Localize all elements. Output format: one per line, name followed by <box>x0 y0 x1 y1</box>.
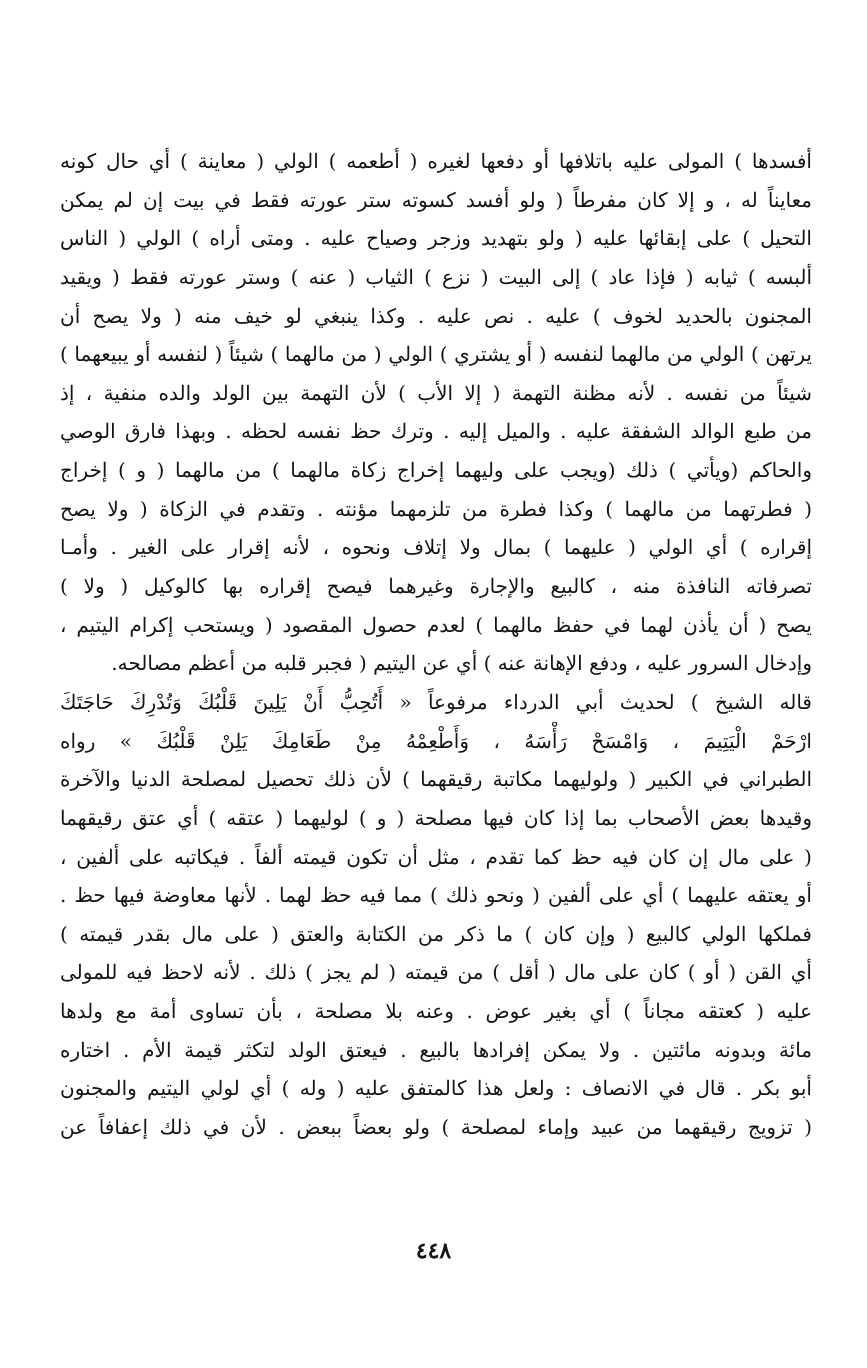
text-line: فملكها الولي كالبيع ( وإن كان ) ما ذكر من الكتابة والعتق ( على مال بقدر قيمته ) <box>60 921 812 946</box>
text-line: التحيل ) على إبقائها عليه ( ولو بتهديد وزجر وصياح عليه . ومتى أراه ) الولي ( الناس <box>60 226 812 251</box>
text-line: أبو بكر . قال في الانصاف : ولعل هذا كالمتفق عليه ( وله ) أي لولي اليتيم والمجنون <box>60 1076 812 1101</box>
text-line: إقراره ) أي الولي ( عليهما ) بمال ولا إتلاف ونحوه ، لأنه إقرار على الغير . وأمـا <box>60 535 812 560</box>
text-line: يصح ( أن يأذن لهما في حفظ مالهما ) لعدم حصول المقصود ( ويستحب إكرام اليتيم ، <box>60 612 812 637</box>
text-line: أو يعتقه عليهما ) أي على ألفين ( ونحو ذلك ) مما فيه حظ لهما . لأنها معاوضة فيها حظ . <box>60 883 812 908</box>
text-line: ( على مال إن كان فيه حظ كما تقدم ، مثل أن تكون قيمته ألفاً . فيكاتبه على ألفين ، <box>60 844 812 869</box>
text-line: وقيدها بعض الأصحاب بما إذا كان فيها مصلحة ( و ) لوليهما ( عتقه ) أي عتق رقيقهما <box>60 805 812 830</box>
text-line: أي القن ( أو ) كان على مال ( أقل ) من قيمته ( لم يجز ) ذلك . لأنه لاحظ فيه للمولى <box>60 960 812 985</box>
text-line: الطبراني في الكبير ( ولوليهما مكاتبة رقيقهما ) لأن ذلك تحصيل لمصلحة الدنيا والآخرة <box>60 767 812 792</box>
page-number: ٤٤٨ <box>415 1238 452 1264</box>
text-line: عليه ( كعتقه مجاناً ) أي بغير عوض . وعنه بلا مصلحة ، بأن تساوى أمة مع ولدها <box>60 999 812 1024</box>
body-text <box>60 142 812 1147</box>
text-line: شيئاً من نفسه . لأنه مظنة التهمة ( إلا الأب ) لأن التهمة بين الولد والده منفية ، إذ <box>60 380 812 405</box>
text-line: قاله الشيخ ) لحديث أبي الدرداء مرفوعاً « أَتُحِبُّ أَنْ يَلِينَ قَلْبُكَ وَتُدْرِكَ حَاجَتَكَ <box>60 689 812 714</box>
text-line: ( تزويج رقيقهما من عبيد وإماء لمصلحة ) ولو بعضاً ببعض . لأن في ذلك إعفافاً عن <box>60 1115 812 1140</box>
text-line: ارْحَمْ الْيَتِيمَ ، وَامْسَحْ رَأْسَهُ ، وَأَطْعِمْهُ مِنْ طَعَامِكَ يَلِنْ قَلْبُكَ » رواه <box>60 728 812 753</box>
text-line: ألبسه ) ثيابه ( فإذا عاد ) إلى البيت ( نزع ) الثياب ( عنه ) وستر عورته فقط ( ويقيد <box>60 264 812 289</box>
text-line: وإدخال السرور عليه ، ودفع الإهانة عنه ) أي عن اليتيم ( فجبر قلبه من أعظم مصالحه. <box>111 651 812 676</box>
text-line: معايناً له ، و إلا كان مفرطاً ( ولو أفسد كسوته ستر عورته فقط في بيت إن لم يمكن <box>60 187 812 212</box>
text-line: من طبع الوالد الشفقة عليه . والميل إليه . وترك حظ نفسه لحظه . وبهذا فارق الوصي <box>60 419 812 444</box>
text-line: يرتهن ) الولي من مالهما لنفسه ( أو يشتري ) الولي ( من مالهما ) شيئاً ( لنفسه أو يبيعهما ) <box>60 342 812 367</box>
text-line: مائة وبدونه مائتين . ولا يمكن إفرادها بالبيع . فيعتق الولد لتكثر قيمة الأم . اختاره <box>60 1037 812 1062</box>
text-line: والحاكم (ويأتي ) ذلك (ويجب على وليهما إخراج زكاة مالهما ) من مالهما ( و ) إخراج <box>60 458 812 483</box>
text-line: تصرفاته النافذة منه ، كالبيع والإجارة وغيرهما فيصح إقراره بها كالوكيل ( ولا ) <box>60 574 812 599</box>
text-line: المجنون بالحديد لخوف ) عليه . نص عليه . وكذا ينبغي لو خيف منه ( ولا يصح أن <box>60 303 812 328</box>
text-line: ( فطرتهما من مالهما ) وكذا فطرة من تلزمهما مؤنته . وتقدم في الزكاة ( ولا يصح <box>60 496 812 521</box>
text-line: أفسدها ) المولى عليه باتلافها أو دفعها لغيره ( أطعمه ) الولي ( معاينة ) أي حال كونه <box>60 149 812 173</box>
